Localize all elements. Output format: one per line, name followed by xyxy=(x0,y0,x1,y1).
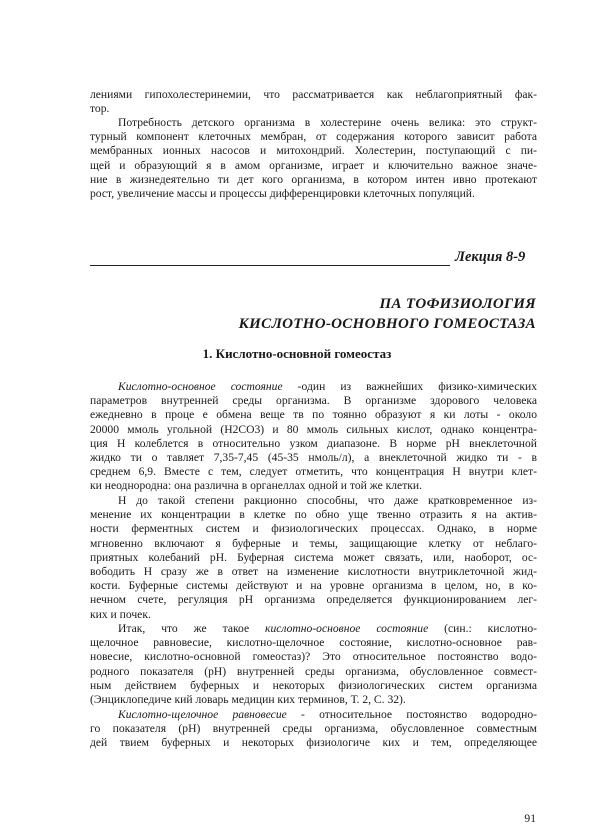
italic-term: Кислотно-основное состояние xyxy=(118,380,283,393)
text-line: ние в жизнедеятельно ти дет кого организма, в котором интен ивно протекают xyxy=(90,172,537,186)
text-line: тор. xyxy=(90,102,110,116)
text-line xyxy=(90,622,537,636)
page-number: 91 xyxy=(524,812,536,825)
text-line: дей твием буферных и некоторых физиологиче ких и тем, определяющее xyxy=(90,736,537,750)
text-fragment: (син.: кислотно- xyxy=(428,622,537,635)
text-line: среднем 6,9. Вместе с тем, следует отметить, что концентрация Н внутри клет- xyxy=(90,465,537,479)
paragraph-acid-base-state xyxy=(90,380,537,494)
text-fragment: Итак, что же такое xyxy=(118,622,266,635)
text-line: щелочное равновесие, кислотно-щелочное состояние, кислотно-основное рав- xyxy=(90,636,537,650)
text-line: турный компонент клеточных мембран, от содержания которого зависит работа xyxy=(90,130,537,144)
section-heading: 1. Кислотно-основной гомеостаз xyxy=(202,346,392,361)
text-line: менение их концентрации в клетке по обно уще твенно отразить я на актив- xyxy=(90,508,537,522)
paragraph-cholesterol xyxy=(90,116,537,201)
text-line: жидко ти о тавляет 7,35-7,45 (45-35 нмоль/л), а внеклеточной жидко ти - в xyxy=(90,450,537,464)
lecture-label: Лекция 8-9 xyxy=(455,249,526,265)
text-line xyxy=(90,708,537,722)
text-fragment: - относительное постоянство водородно- xyxy=(286,708,537,721)
text-line: ки неоднородна: она различна в органеллах одной и той же клетки. xyxy=(90,479,422,493)
text-line: рост, увеличение массы и процессы дифференцировки клеточных популяций. xyxy=(90,186,475,200)
text-fragment: -один из важнейших физико-химических xyxy=(282,380,537,393)
italic-term: кислотно-основное состояние xyxy=(265,622,429,635)
italic-term: Кислотно-щелочное равновесие xyxy=(118,708,287,721)
paragraph-definition xyxy=(90,622,537,707)
text-line: ности ферментных систем и физиологических процессах. Однако, в норме xyxy=(90,522,537,536)
paragraph-hydrogen-ions xyxy=(90,494,537,622)
text-line: мгновенно включают я буферные и темы, защищающие клетку от неблаго- xyxy=(90,536,537,550)
text-line: ция Н колеблется в относительно узком диапазоне. В норме рН внеклеточной xyxy=(90,436,537,450)
text-line: го показателя (рН) внутренней среды организма, обусловленное совместным xyxy=(90,722,537,736)
lecture-header-rule xyxy=(90,265,450,266)
text-line: мембранных ионных насосов и митохондрий. Холестерин, поступающий с пи- xyxy=(90,144,537,158)
text-line: нечном счете, регуляция рН организма определяется функционированием лег- xyxy=(90,593,537,607)
paragraph-acid-alkaline-balance xyxy=(90,708,537,751)
text-line: родного показателя (рН) внутренней среды организма, обусловленное совмест- xyxy=(90,664,537,678)
text-line: новесие, кислотно-основной гомеостаз)? Это относительное постоянство водо- xyxy=(90,650,537,664)
text-line: Н до такой степени ракционно способны, что даже кратковременное из- xyxy=(118,494,537,507)
text-line: (Энциклопедиче кий ловарь медицин ких терминов, Т. 2, С. 32). xyxy=(90,692,406,706)
text-line: приятных колебаний рН. Буферная система может связать, или, наоборот, ос- xyxy=(90,550,537,564)
text-line: ным действием буферных и некоторых физиологических систем организма xyxy=(90,678,537,692)
text-line: щей и образующий я в амом организме, играет и ключительно важное значе- xyxy=(90,158,537,172)
text-line: ких и почек. xyxy=(90,607,151,621)
chapter-title-line-2: КИСЛОТНО-ОСНОВНОГО ГОМЕОСТАЗА xyxy=(238,316,536,332)
text-line: лениями гипохолестеринемии, что рассматривается как неблагоприятный фак- xyxy=(90,88,537,101)
text-line: ежедневно в проце е обмена веще тв по тоянно образуют я ки лоты - около xyxy=(90,408,537,422)
text-line: кости. Буферные системы действуют и на уровне организма в целом, но, в ко- xyxy=(90,579,537,593)
paragraph-continued xyxy=(90,88,537,116)
text-line: Потребность детского организма в холестерине очень велика: это структ- xyxy=(118,116,537,129)
chapter-title-line-1: ПА ТОФИЗИОЛОГИЯ xyxy=(379,296,536,312)
text-line: вободить Н сразу же в ответ на изменение кислотности внутриклеточной жид- xyxy=(90,564,537,578)
text-line: параметров внутренней среды организма. В организме здорового человека xyxy=(90,394,537,408)
text-line xyxy=(90,380,537,394)
text-line: 20000 ммоль угольной (Н2СО3) и 80 ммоль сильных кислот, однако концентра- xyxy=(90,422,537,436)
